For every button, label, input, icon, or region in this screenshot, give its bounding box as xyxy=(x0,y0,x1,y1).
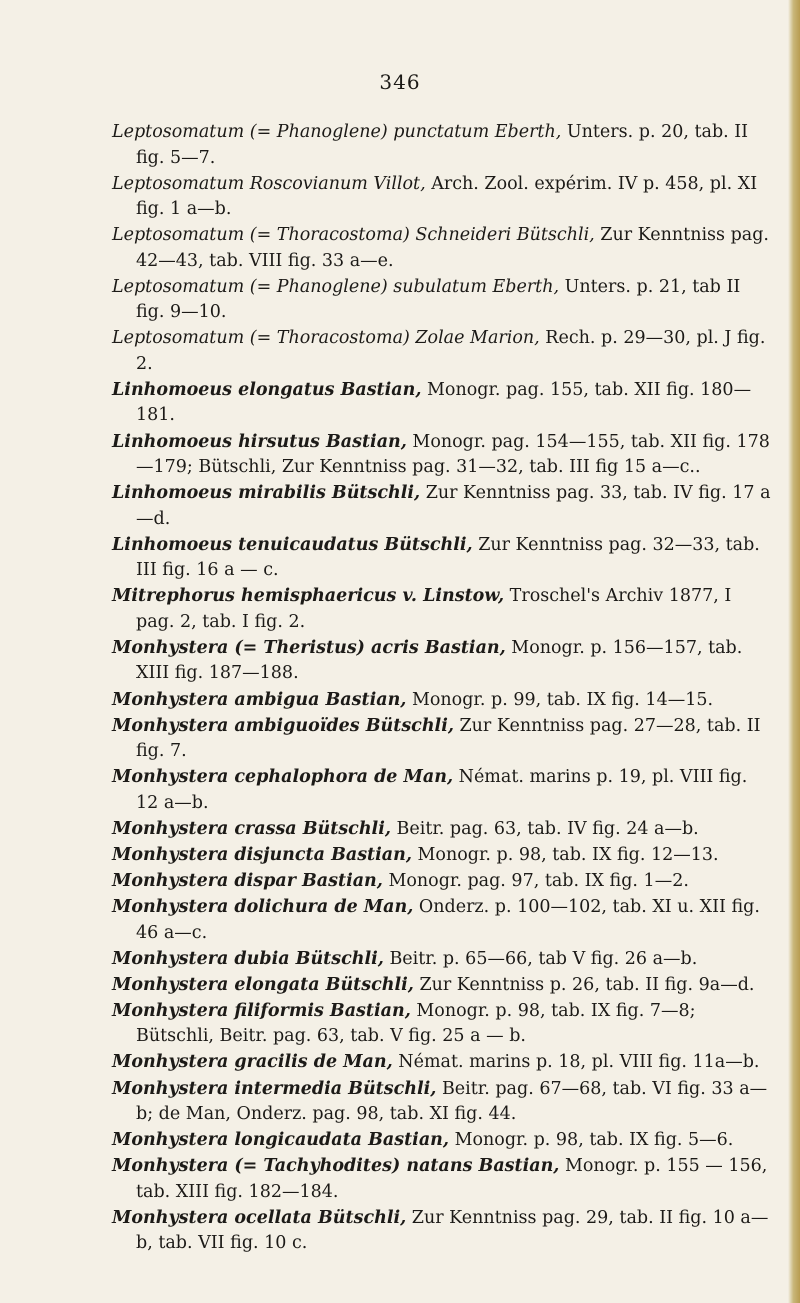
species-name: Monhystera cephalophora de Man, xyxy=(112,767,454,788)
reference-text: Némat. marins p. 19, pl. VIII fig. 12 a—b. xyxy=(136,767,748,813)
reference-text: Beitr. pag. 63, tab. IV fig. 24 a—b. xyxy=(390,818,699,839)
list-item xyxy=(112,869,772,895)
reference-text: Monogr. p. 156—157, tab. XIII fig. 187—188. xyxy=(136,637,743,684)
reference-text: Unters. p. 21, tab II fig. 9—10. xyxy=(136,276,741,323)
list-item xyxy=(112,999,772,1050)
list-item xyxy=(112,1050,772,1076)
reference-text: Rech. p. 29—30, pl. J fig. 2. xyxy=(136,328,766,374)
reference-text: Zur Kenntniss pag. 27—28, tab. II fig. 7. xyxy=(136,715,761,762)
list-item xyxy=(112,817,772,843)
reference-text: Beitr. p. 65—66, tab V fig. 26 a—b. xyxy=(383,948,698,969)
list-item xyxy=(112,120,772,171)
species-name: Mitrephorus hemisphaericus v. Linstow, xyxy=(112,586,505,607)
species-name: Monhystera elongata Bütschli, xyxy=(112,974,414,995)
reference-text: Monogr. p. 98, tab. IX fig. 5—6. xyxy=(449,1130,734,1151)
reference-text: Monogr. pag. 154—155, tab. XII fig. 178—179; Bütschli, Zur Kenntniss pag. 31—32, tab. III fig 15 a—c.. xyxy=(136,431,770,478)
reference-text: Onderz. p. 100—102, tab. XI u. XII fig. 46 a—c. xyxy=(136,897,760,943)
list-item xyxy=(112,584,772,635)
page-edge xyxy=(788,0,800,1303)
list-item xyxy=(112,1128,772,1154)
species-name: Monhystera filiformis Bastian, xyxy=(112,1000,411,1021)
list-item xyxy=(112,636,772,687)
species-name: Monhystera dubia Bütschli, xyxy=(112,948,384,969)
reference-text: Zur Kenntniss pag. 33, tab. IV fig. 17 a—d. xyxy=(136,483,771,529)
reference-text: Monogr. pag. 155, tab. XII fig. 180—181. xyxy=(136,379,752,426)
list-item xyxy=(112,533,772,584)
species-name: Monhystera dispar Bastian, xyxy=(112,871,383,891)
species-name: Leptosomatum Roscovianum Villot, xyxy=(112,173,426,194)
species-name: Monhystera crassa Bütschli, xyxy=(112,818,391,839)
list-item xyxy=(112,430,772,481)
species-name: Monhystera (= Theristus) acris Bastian, xyxy=(112,637,506,658)
species-name: Linhomoeus elongatus Bastian, xyxy=(112,379,422,400)
species-name: Linhomoeus tenuicaudatus Bütschli, xyxy=(112,534,473,555)
list-item xyxy=(112,947,772,973)
species-name: Leptosomatum (= Thoracostoma) Zolae Marion, xyxy=(112,328,540,349)
species-name: Monhystera disjuncta Bastian, xyxy=(112,844,412,865)
list-item xyxy=(112,688,772,714)
species-name: Monhystera gracilis de Man, xyxy=(112,1052,393,1073)
reference-text: Monogr. pag. 97, tab. IX fig. 1—2. xyxy=(382,871,689,891)
reference-text: Troschel's Archiv 1877, I pag. 2, tab. I fig. 2. xyxy=(136,586,732,632)
reference-text: Unters. p. 20, tab. II fig. 5—7. xyxy=(136,122,749,168)
list-item xyxy=(112,481,772,532)
species-name: Monhystera ambiguoïdes Bütschli, xyxy=(112,715,454,736)
list-item xyxy=(112,973,772,999)
list-item xyxy=(112,765,772,816)
list-item xyxy=(112,326,772,377)
reference-text: Beitr. pag. 67—68, tab. VI fig. 33 a—b; de Man, Onderz. pag. 98, tab. XI fig. 44. xyxy=(136,1078,768,1125)
list-item xyxy=(112,223,772,274)
list-item xyxy=(112,275,772,326)
reference-text: Arch. Zool. expérim. IV p. 458, pl. XI fig. 1 a—b. xyxy=(136,173,758,220)
reference-text: Monogr. p. 99, tab. IX fig. 14—15. xyxy=(406,689,714,710)
list-item xyxy=(112,1077,772,1128)
list-item xyxy=(112,1154,772,1205)
list-item xyxy=(112,895,772,946)
reference-text: Zur Kenntniss pag. 42—43, tab. VIII fig. 33 a—e. xyxy=(136,225,769,271)
list-item xyxy=(112,1206,772,1257)
species-name: Monhystera intermedia Bütschli, xyxy=(112,1078,437,1099)
list-item xyxy=(112,714,772,765)
reference-text: Monogr. p. 155 — 156, tab. XIII fig. 182—184. xyxy=(136,1156,768,1202)
reference-text: Monogr. p. 98, tab. IX fig. 7—8; Bütschli, Beitr. pag. 63, tab. V fig. 25 a — b. xyxy=(136,1000,696,1047)
entry-list xyxy=(112,120,772,1257)
species-name: Leptosomatum (= Phanoglene) punctatum Eberth, xyxy=(112,122,562,142)
reference-text: Zur Kenntniss pag. 29, tab. II fig. 10 a—b, tab. VII fig. 10 c. xyxy=(136,1207,769,1254)
list-item xyxy=(112,172,772,223)
list-item xyxy=(112,378,772,429)
species-name: Leptosomatum (= Phanoglene) subulatum Eberth, xyxy=(112,276,560,297)
species-name: Leptosomatum (= Thoracostoma) Schneideri Bütschli, xyxy=(112,225,595,246)
reference-text: Monogr. p. 98, tab. IX fig. 12—13. xyxy=(411,844,719,865)
species-name: Linhomoeus mirabilis Bütschli, xyxy=(112,483,421,504)
species-name: Linhomoeus hirsutus Bastian, xyxy=(112,431,407,452)
list-item xyxy=(112,843,772,869)
reference-text: Némat. marins p. 18, pl. VIII fig. 11a—b. xyxy=(392,1052,760,1073)
page-number: 346 xyxy=(379,70,421,94)
species-name: Monhystera dolichura de Man, xyxy=(112,897,414,918)
species-name: Monhystera ocellata Bütschli, xyxy=(112,1207,407,1228)
reference-text: Zur Kenntniss pag. 32—33, tab. III fig. 16 a — c. xyxy=(136,534,760,581)
reference-text: Zur Kenntniss p. 26, tab. II fig. 9a—d. xyxy=(413,974,755,995)
species-name: Monhystera longicaudata Bastian, xyxy=(112,1130,449,1151)
species-name: Monhystera (= Tachyhodites) natans Bastian, xyxy=(112,1156,560,1177)
species-name: Monhystera ambigua Bastian, xyxy=(112,689,407,710)
